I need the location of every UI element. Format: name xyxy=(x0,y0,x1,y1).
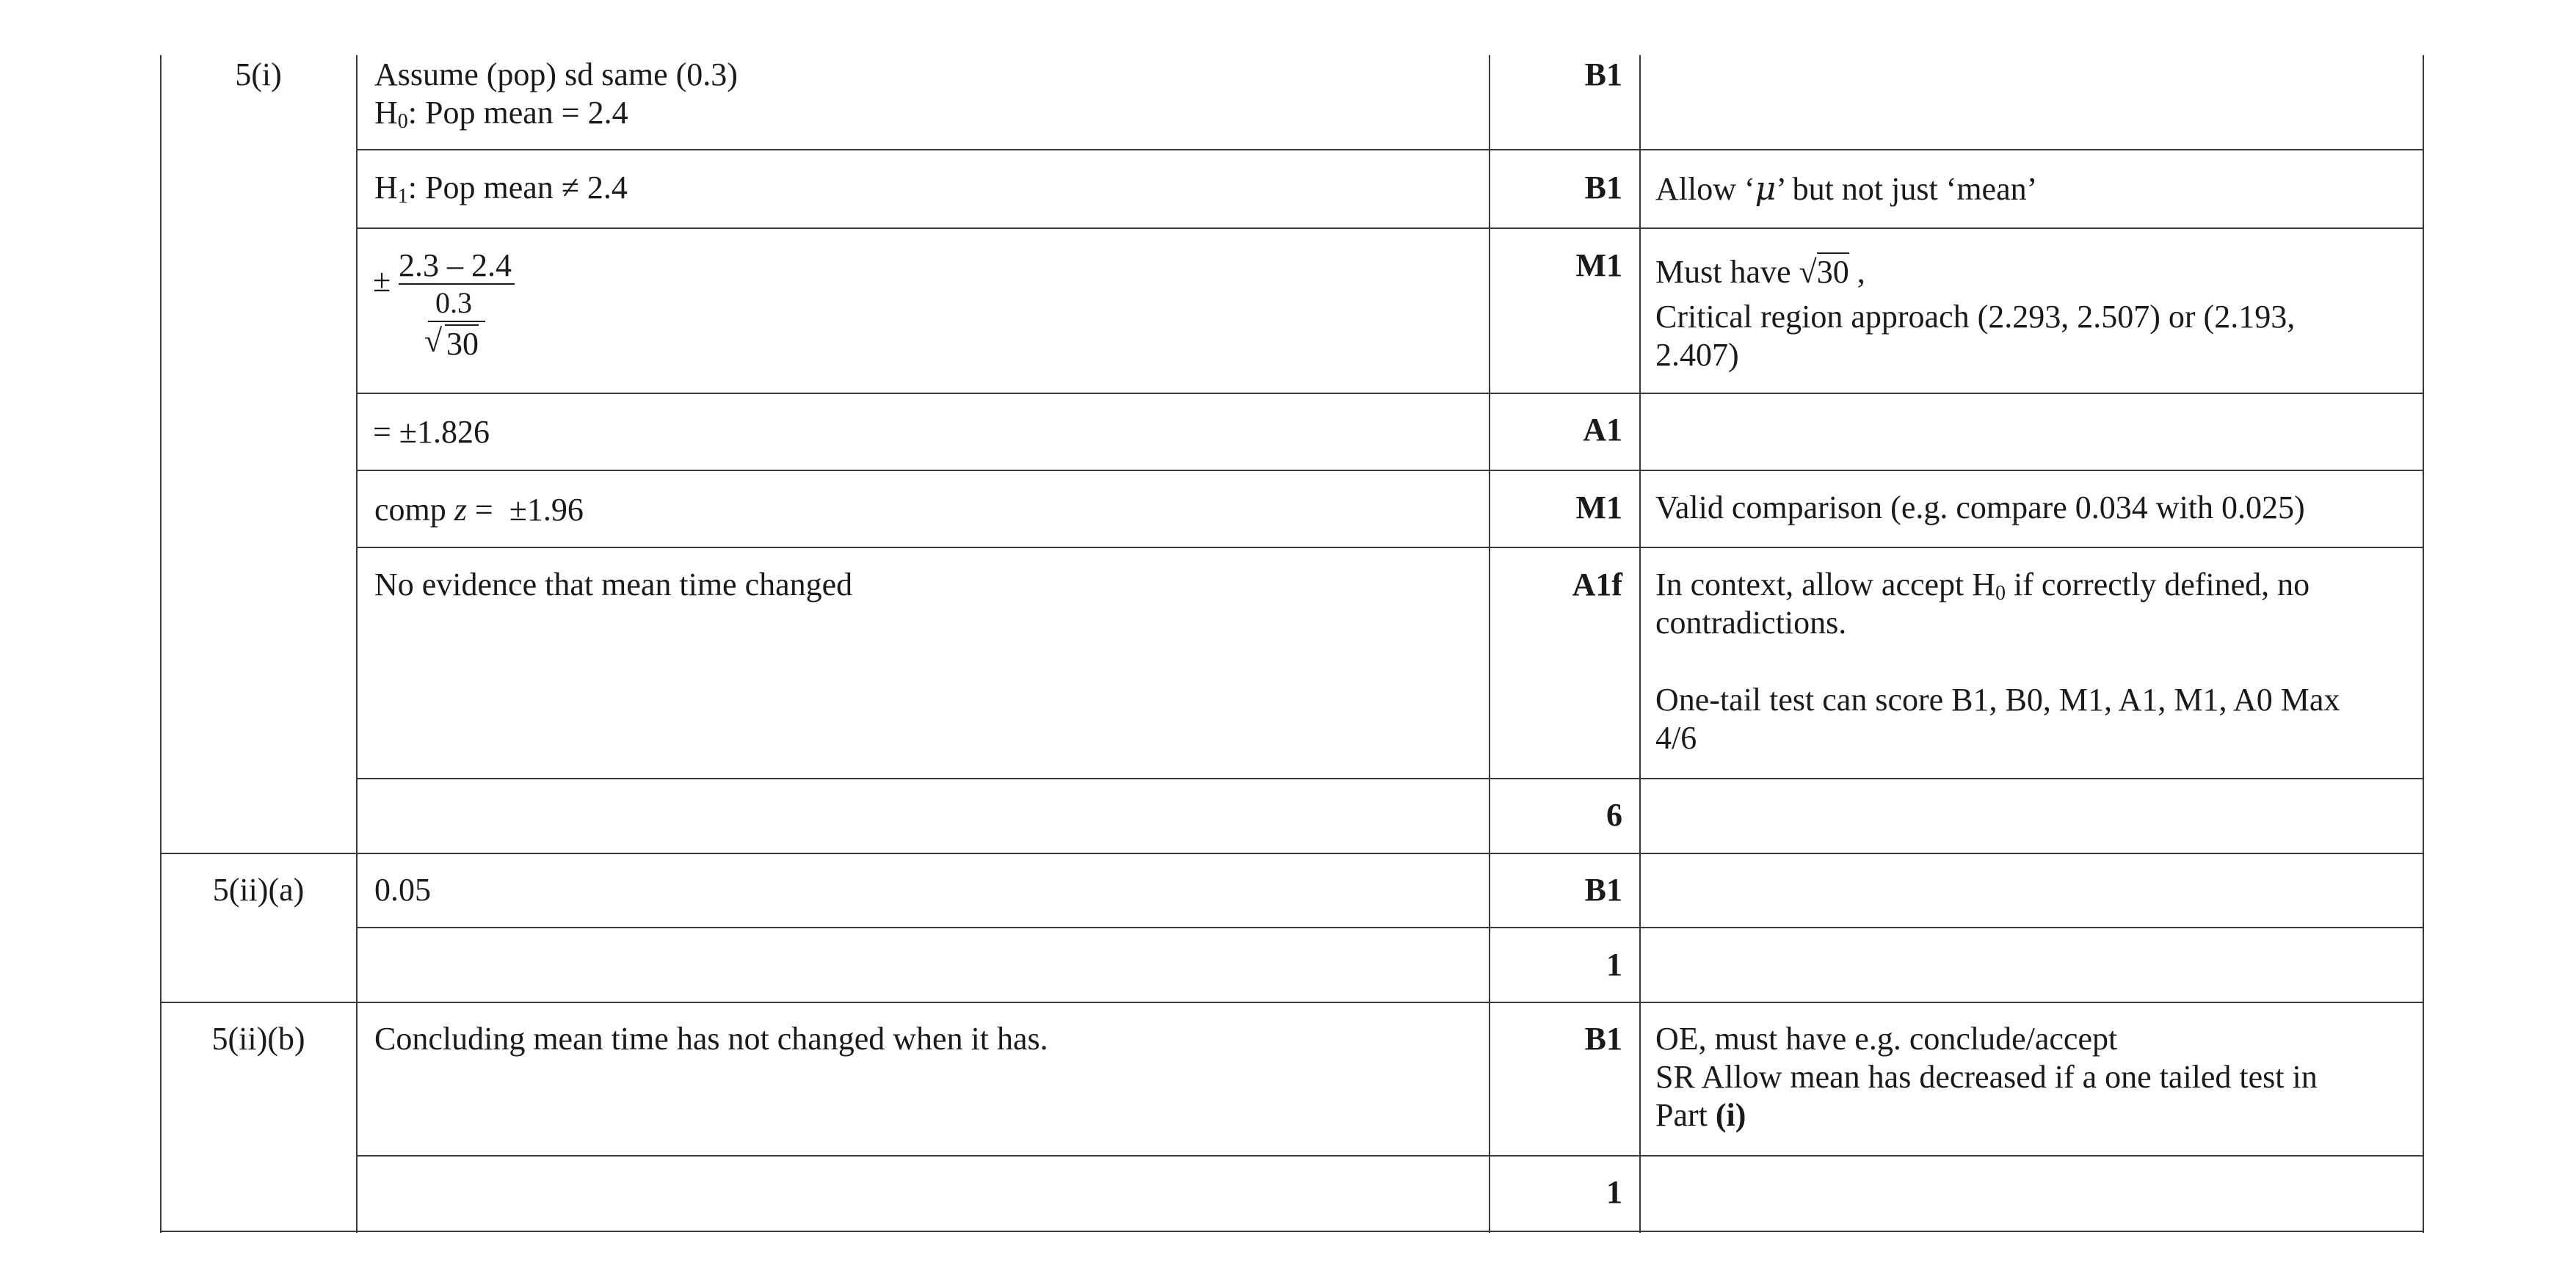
mark-value: B1 xyxy=(1584,57,1622,92)
mark-value: B1 xyxy=(1584,1021,1622,1057)
formula-inner-denominator: 30 xyxy=(446,326,479,362)
hypothesis-symbol: H xyxy=(374,95,398,131)
guidance-line: Must have xyxy=(1655,254,1799,290)
answer-text: Concluding mean time has not changed when it has. xyxy=(374,1021,1048,1057)
total-mark: 1 xyxy=(1606,1174,1622,1210)
row-divider xyxy=(356,778,2424,779)
guidance-text xyxy=(1655,1096,1746,1135)
root-sign: √ xyxy=(424,323,443,359)
row-divider xyxy=(356,149,2424,150)
table-border-bottom xyxy=(160,1231,2424,1232)
answer-line: comp xyxy=(374,492,454,528)
row-divider xyxy=(356,547,2424,548)
mark-value: B1 xyxy=(1584,872,1622,908)
root-argument: 30 xyxy=(1816,254,1849,290)
table-border-left xyxy=(160,55,162,1233)
answer-text xyxy=(374,56,738,94)
guidance-line: Part xyxy=(1655,1097,1716,1133)
question-divider xyxy=(160,1002,2424,1003)
mark-value: M1 xyxy=(1575,489,1622,525)
answer-text: 0.05 xyxy=(374,872,431,908)
guidance-text xyxy=(1655,566,2310,604)
total-mark: 6 xyxy=(1606,797,1622,833)
row-divider xyxy=(356,227,2424,229)
guidance-line: if correctly defined, no xyxy=(2006,567,2310,602)
formula-inner-numerator: 0.3 xyxy=(435,286,472,319)
guidance-line: 2.407) xyxy=(1655,337,1739,373)
z-variable: z xyxy=(454,492,467,528)
plus-minus-sign: ± xyxy=(373,263,391,299)
row-divider xyxy=(356,470,2424,471)
answer-line: Assume (pop) sd same (0.3) xyxy=(374,57,738,92)
guidance-line: ’ but not just ‘mean’ xyxy=(1776,171,2038,207)
table-border-right xyxy=(2423,55,2424,1233)
subscript: 0 xyxy=(1995,582,2006,605)
guidance-line: SR Allow mean has decreased if a one tailed test in xyxy=(1655,1059,2318,1095)
row-divider xyxy=(356,1155,2424,1157)
mu-symbol: μ xyxy=(1755,170,1777,208)
total-mark: 1 xyxy=(1606,947,1622,983)
guidance-text: Valid comparison (e.g. compare 0.034 with 0.025) xyxy=(1655,489,2305,525)
root-sign: √ xyxy=(1799,254,1817,290)
column-divider-answer xyxy=(356,55,358,1233)
guidance-line: One-tail test can score B1, B0, M1, A1, M1, A0 Max xyxy=(1655,682,2340,718)
hypothesis-symbol: H xyxy=(374,170,398,205)
guidance-line: Critical region approach (2.293, 2.507) or (2.193, xyxy=(1655,299,2296,335)
mark-value: A1f xyxy=(1572,567,1622,602)
guidance-line: OE, must have e.g. conclude/accept xyxy=(1655,1021,2118,1057)
answer-line: : Pop mean = 2.4 xyxy=(407,95,628,131)
mark-value: A1 xyxy=(1583,412,1622,448)
answer-text xyxy=(374,94,628,132)
question-label: 5(i) xyxy=(235,57,282,92)
answer-line: : Pop mean ≠ 2.4 xyxy=(407,170,628,205)
guidance-line: In context, allow accept H xyxy=(1655,567,1996,602)
formula-numerator: 2.3 – 2.4 xyxy=(399,247,512,283)
part-reference: (i) xyxy=(1715,1097,1746,1133)
row-divider xyxy=(356,927,2424,928)
column-divider-guidance xyxy=(1639,55,1641,1233)
guidance-line: , xyxy=(1848,254,1865,290)
mark-value: B1 xyxy=(1584,170,1622,205)
answer-line: = ±1.96 xyxy=(466,492,584,528)
subscript: 0 xyxy=(397,110,408,133)
guidance-line: Allow ‘ xyxy=(1655,171,1755,207)
question-label: 5(ii)(a) xyxy=(212,872,305,908)
answer-text: = ±1.826 xyxy=(373,414,490,450)
guidance-line: 4/6 xyxy=(1655,720,1697,756)
guidance-text xyxy=(1655,253,1865,291)
answer-text: No evidence that mean time changed xyxy=(374,567,853,602)
row-divider xyxy=(356,393,2424,394)
question-label: 5(ii)(b) xyxy=(211,1021,305,1057)
subscript: 1 xyxy=(397,185,408,208)
question-divider xyxy=(160,853,2424,854)
mark-value: M1 xyxy=(1575,247,1622,283)
guidance-text xyxy=(1655,170,2037,208)
answer-text xyxy=(374,169,628,207)
answer-text xyxy=(374,491,584,529)
guidance-line: contradictions. xyxy=(1655,605,1847,641)
